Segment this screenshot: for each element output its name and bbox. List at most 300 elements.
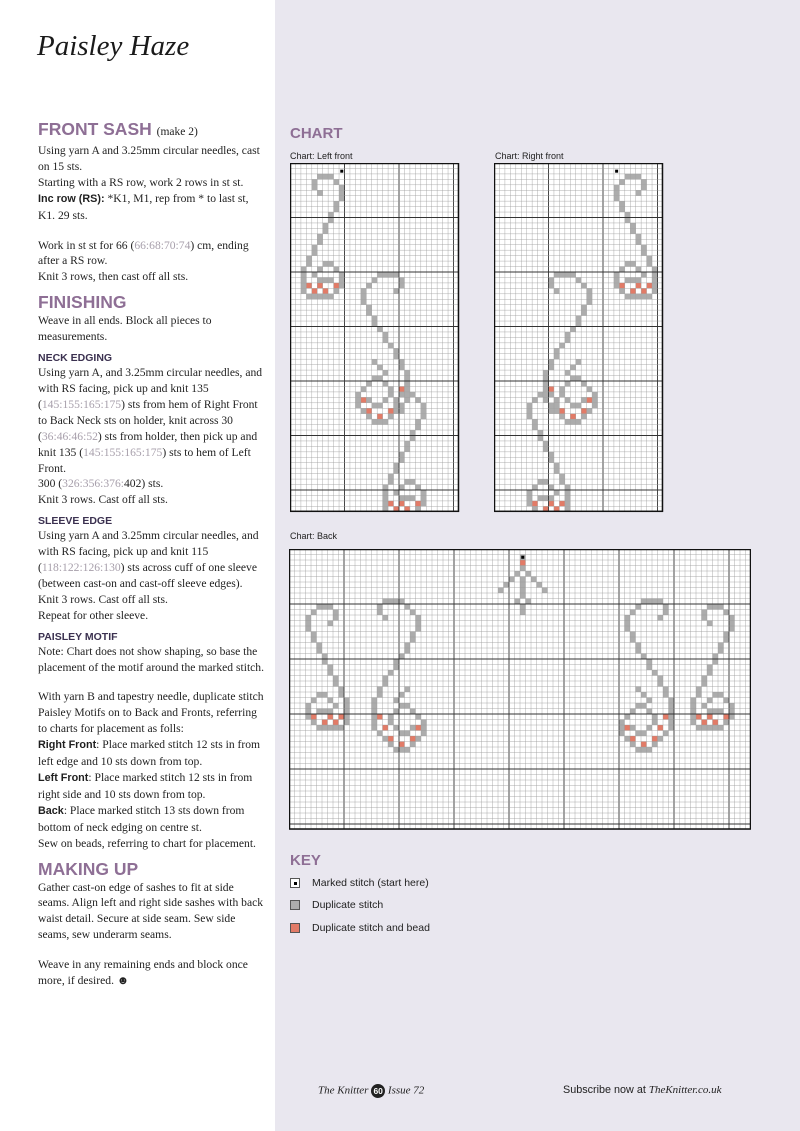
duplicate-stitch [641,731,647,737]
bead-stitch [559,501,564,506]
duplicate-stitch [570,376,575,381]
chart-heading: CHART [290,125,343,142]
duplicate-stitch [388,670,394,676]
bead-stitch [641,742,647,748]
bead-stitch [388,408,393,413]
duplicate-stitch [404,381,409,386]
duplicate-stitch [394,747,400,753]
duplicate-stitch [301,277,306,282]
duplicate-stitch [339,185,344,190]
duplicate-stitch [328,698,334,704]
bead-stitch [361,397,366,402]
duplicate-stitch [405,648,411,654]
duplicate-stitch [339,272,344,277]
duplicate-stitch [312,294,317,299]
duplicate-stitch [520,610,526,616]
page-number: 60 [371,1084,385,1098]
duplicate-stitch [636,277,641,282]
end-mark-icon: ☻ [116,974,130,988]
duplicate-stitch [372,709,378,715]
duplicate-stitch [317,234,322,239]
duplicate-stitch [625,736,631,742]
duplicate-stitch [404,441,409,446]
duplicate-stitch [526,599,532,605]
duplicate-stitch [619,731,625,737]
duplicate-stitch [410,430,415,435]
duplicate-stitch [383,599,389,605]
duplicate-stitch [306,294,311,299]
duplicate-stitch [702,610,708,616]
duplicate-stitch [339,277,344,282]
duplicate-stitch [543,441,548,446]
duplicate-stitch [520,593,526,599]
bead-stitch [696,714,702,720]
duplicate-stitch [317,190,322,195]
duplicate-stitch [312,185,317,190]
duplicate-stitch [333,681,339,687]
duplicate-stitch [388,386,393,391]
duplicate-stitch [388,720,394,726]
duplicate-stitch [641,185,646,190]
duplicate-stitch [383,736,389,742]
duplicate-stitch [554,408,559,413]
duplicate-stitch [538,479,543,484]
duplicate-stitch [614,272,619,277]
bead-stitch [334,283,339,288]
duplicate-stitch [520,582,526,588]
duplicate-stitch [619,207,624,212]
duplicate-stitch [641,654,647,660]
duplicate-stitch [691,714,697,720]
duplicate-stitch [663,604,669,610]
duplicate-stitch [636,643,642,649]
duplicate-stitch [344,714,350,720]
duplicate-stitch-swatch-icon [290,900,300,910]
duplicate-stitch [576,376,581,381]
duplicate-stitch [527,408,532,413]
duplicate-stitch [421,403,426,408]
duplicate-stitch [361,386,366,391]
duplicate-stitch [416,621,422,627]
duplicate-stitch [415,419,420,424]
duplicate-stitch [377,327,382,332]
duplicate-stitch [399,654,405,660]
duplicate-stitch [399,392,404,397]
neck-edging-text: Using yarn A, and 3.25mm circular needles, and with RS facing, pick up and knit 135 (145:155:165:175) sts from hem of Right Front to Back Neck sts on holder, knit across 30 (36:46:46:52) sts from holder, then pick up and knit 135 (145:155:165:175) sts to hem of Left Front. [38,366,263,475]
duplicate-stitch [509,577,515,583]
duplicate-stitch [394,709,400,715]
duplicate-stitch [394,397,399,402]
marked-stitch [521,556,524,559]
duplicate-stitch [317,294,322,299]
duplicate-stitch [333,676,339,682]
duplicate-stitch [366,305,371,310]
duplicate-stitch [520,588,526,594]
duplicate-stitch [543,392,548,397]
duplicate-stitch [344,703,350,709]
duplicate-stitch [383,332,388,337]
duplicate-stitch [641,294,646,299]
duplicate-stitch [312,250,317,255]
duplicate-stitch [377,376,382,381]
chart-right-front [494,163,664,515]
duplicate-stitch [576,419,581,424]
duplicate-stitch [361,294,366,299]
finishing-text: Weave in all ends. Block all pieces to measurements. [38,314,212,344]
duplicate-stitch [565,272,570,277]
bead-stitch [587,397,592,402]
front-sash-heading: FRONT SASH (make 2) [38,119,198,139]
duplicate-stitch [537,582,543,588]
duplicate-stitch [614,190,619,195]
duplicate-stitch [355,403,360,408]
duplicate-stitch [322,604,328,610]
duplicate-stitch [383,681,389,687]
duplicate-stitch [581,381,586,386]
duplicate-stitch [554,288,559,293]
paisley-back: Back: Place marked stitch 13 sts down from bottom of neck edging on centre st. [38,803,245,834]
duplicate-stitch [641,179,646,184]
duplicate-stitch [421,725,427,731]
bead-stitch [559,408,564,413]
duplicate-stitch [543,479,548,484]
duplicate-stitch [416,714,422,720]
duplicate-stitch [641,703,647,709]
duplicate-stitch [361,408,366,413]
duplicate-stitch [707,698,713,704]
duplicate-stitch [592,403,597,408]
duplicate-stitch [630,610,636,616]
duplicate-stitch [520,566,526,572]
duplicate-stitch [630,228,635,233]
duplicate-stitch [554,272,559,277]
duplicate-stitch [404,397,409,402]
duplicate-stitch [410,392,415,397]
marked-stitch [340,170,343,173]
duplicate-stitch [663,610,669,616]
duplicate-stitch [647,747,653,753]
duplicate-stitch [394,599,400,605]
duplicate-stitch [702,615,708,621]
duplicate-stitch [549,452,554,457]
duplicate-stitch [724,632,730,638]
duplicate-stitch [317,239,322,244]
duplicate-stitch [576,359,581,364]
duplicate-stitch [543,397,548,402]
duplicate-stitch [549,277,554,282]
duplicate-stitch [355,392,360,397]
duplicate-stitch [388,479,393,484]
duplicate-stitch [549,403,554,408]
duplicate-stitch [366,283,371,288]
duplicate-stitch [372,376,377,381]
making-up-final: Weave in any remaining ends and block once more, if desired. ☻ [38,958,248,988]
duplicate-stitch [405,687,411,693]
bead-stitch [647,283,652,288]
bead-stitch [636,283,641,288]
duplicate-stitch [311,610,317,616]
duplicate-stitch [707,725,713,731]
duplicate-stitch [729,709,735,715]
duplicate-stitch [377,692,383,698]
duplicate-stitch [559,392,564,397]
duplicate-stitch [317,174,322,179]
chart-back-label: Chart: Back [290,531,338,541]
duplicate-stitch [729,714,735,720]
duplicate-stitch [636,174,641,179]
duplicate-stitch [630,725,636,731]
duplicate-stitch [399,365,404,370]
duplicate-stitch [399,599,405,605]
duplicate-stitch [328,261,333,266]
duplicate-stitch [565,397,570,402]
bead-stitch [388,501,393,506]
bead-stitch [641,288,646,293]
duplicate-stitch [625,615,631,621]
duplicate-stitch [312,245,317,250]
duplicate-stitch [322,659,328,665]
duplicate-stitch [416,736,422,742]
duplicate-stitch [410,742,416,748]
duplicate-stitch [691,720,697,726]
duplicate-stitch [317,604,323,610]
chart-left-front [290,163,460,515]
duplicate-stitch [532,397,537,402]
duplicate-stitch [576,403,581,408]
duplicate-stitch [630,294,635,299]
duplicate-stitch [543,495,548,500]
duplicate-stitch [399,359,404,364]
duplicate-stitch [323,223,328,228]
duplicate-stitch [702,681,708,687]
duplicate-stitch [647,698,653,704]
duplicate-stitch [317,725,323,731]
duplicate-stitch [383,676,389,682]
duplicate-stitch [630,742,636,748]
duplicate-stitch [416,615,422,621]
bead-stitch [317,283,322,288]
duplicate-stitch [691,703,697,709]
duplicate-stitch [383,615,389,621]
duplicate-stitch [587,386,592,391]
chart-right-front-label: Chart: Right front [495,151,564,161]
duplicate-stitch [707,604,713,610]
duplicate-stitch [647,665,653,671]
duplicate-stitch [559,414,564,419]
duplicate-stitch [366,414,371,419]
duplicate-stitch [339,725,345,731]
duplicate-stitch [323,228,328,233]
duplicate-stitch [669,714,675,720]
key-heading: KEY [290,852,321,869]
duplicate-stitch [333,615,339,621]
duplicate-stitch [724,637,730,643]
duplicate-stitch [538,436,543,441]
duplicate-stitch [317,648,323,654]
duplicate-stitch [394,659,400,665]
duplicate-stitch [718,725,724,731]
duplicate-stitch [377,419,382,424]
bead-stitch [328,714,334,720]
neck-edging-cast-off: Knit 3 rows. Cast off all sts. [38,493,168,507]
bead-stitch [383,725,389,731]
duplicate-stitch [333,703,339,709]
duplicate-stitch [328,725,334,731]
duplicate-stitch [713,654,719,660]
duplicate-stitch [333,610,339,616]
duplicate-stitch [328,294,333,299]
duplicate-stitch [718,604,724,610]
duplicate-stitch [527,414,532,419]
bead-stitch [339,714,345,720]
duplicate-stitch [322,692,328,698]
duplicate-stitch [312,272,317,277]
duplicate-stitch [306,621,312,627]
front-sash-inc-row: Inc row (RS): *K1, M1, rep from * to last st, K1. 29 sts. [38,191,249,222]
duplicate-stitch [614,277,619,282]
duplicate-stitch [405,731,411,737]
duplicate-stitch [328,212,333,217]
duplicate-stitch [377,731,383,737]
duplicate-stitch [366,310,371,315]
duplicate-stitch [527,495,532,500]
duplicate-stitch [421,408,426,413]
duplicate-stitch [570,403,575,408]
duplicate-stitch [570,419,575,424]
duplicate-stitch [377,687,383,693]
duplicate-stitch [565,490,570,495]
duplicate-stitch [334,201,339,206]
duplicate-stitch [630,709,636,715]
bead-stitch [570,414,575,419]
duplicate-stitch [399,452,404,457]
duplicate-stitch [415,397,420,402]
duplicate-stitch [652,599,658,605]
duplicate-stitch [323,277,328,282]
duplicate-stitch [383,370,388,375]
duplicate-stitch [339,196,344,201]
duplicate-stitch [636,687,642,693]
duplicate-stitch [538,392,543,397]
duplicate-stitch [328,604,334,610]
duplicate-stitch [559,386,564,391]
duplicate-stitch [619,720,625,726]
duplicate-stitch [559,343,564,348]
duplicate-stitch [388,414,393,419]
duplicate-stitch [372,698,378,704]
duplicate-stitch [625,621,631,627]
bead-stitch [399,742,405,748]
duplicate-stitch [554,403,559,408]
bead-stitch [702,720,708,726]
duplicate-stitch [421,414,426,419]
duplicate-stitch [702,676,708,682]
duplicate-stitch [554,354,559,359]
duplicate-stitch [394,403,399,408]
duplicate-stitch [702,703,708,709]
paisley-right-front: Right Front: Place marked stitch 12 sts in from left edge and 10 sts down from top. [38,738,261,769]
duplicate-stitch [543,446,548,451]
duplicate-stitch [587,408,592,413]
duplicate-stitch [625,626,631,632]
sleeve-edge-cast-off: Knit 3 rows. Cast off all sts. [38,592,168,606]
duplicate-stitch [405,703,411,709]
duplicate-stitch [587,294,592,299]
duplicate-stitch [718,709,724,715]
duplicate-stitch [565,370,570,375]
duplicate-stitch [531,577,537,583]
duplicate-stitch [394,725,400,731]
duplicate-stitch [372,277,377,282]
duplicate-stitch [344,720,350,726]
paisley-left-front: Left Front: Place marked stitch 12 sts in from right side and 10 sts down from top. [38,771,253,801]
duplicate-stitch [339,283,344,288]
bead-stitch [388,736,394,742]
duplicate-stitch [328,665,334,671]
duplicate-stitch [707,621,713,627]
duplicate-stitch [372,703,378,709]
bead-stitch [311,714,317,720]
duplicate-stitch [559,479,564,484]
duplicate-stitch [554,348,559,353]
duplicate-stitch [570,327,575,332]
duplicate-stitch [394,665,400,671]
duplicate-stitch [532,485,537,490]
duplicate-stitch [383,495,388,500]
duplicate-stitch [559,474,564,479]
duplicate-stitch [630,261,635,266]
duplicate-stitch [306,709,312,715]
duplicate-stitch [614,196,619,201]
duplicate-stitch [328,277,333,282]
duplicate-stitch [641,599,647,605]
duplicate-stitch [691,709,697,715]
duplicate-stitch [636,731,642,737]
bead-stitch [724,714,730,720]
duplicate-stitch [322,709,328,715]
duplicate-stitch [372,725,378,731]
duplicate-stitch [410,495,415,500]
duplicate-stitch [520,577,526,583]
duplicate-stitch [619,288,624,293]
front-sash-cast-off: Knit 3 rows, then cast off all sts. [38,270,189,284]
duplicate-stitch [383,501,388,506]
duplicate-stitch [404,392,409,397]
duplicate-stitch [549,485,554,490]
bead-stitch [663,714,669,720]
bead-stitch [619,283,624,288]
duplicate-stitch [625,174,630,179]
duplicate-stitch [559,272,564,277]
duplicate-stitch [713,692,719,698]
duplicate-stitch [729,703,735,709]
duplicate-stitch [333,725,339,731]
duplicate-stitch [394,468,399,473]
duplicate-stitch [410,479,415,484]
bead-stitch [652,736,658,742]
duplicate-stitch [581,397,586,402]
duplicate-stitch [383,337,388,342]
duplicate-stitch [527,501,532,506]
duplicate-stitch [625,218,630,223]
duplicate-stitch [625,277,630,282]
duplicate-stitch [366,381,371,386]
bead-stitch [520,560,526,566]
duplicate-stitch [663,687,669,693]
duplicate-stitch [549,283,554,288]
duplicate-stitch [630,277,635,282]
bead-stitch [410,736,416,742]
